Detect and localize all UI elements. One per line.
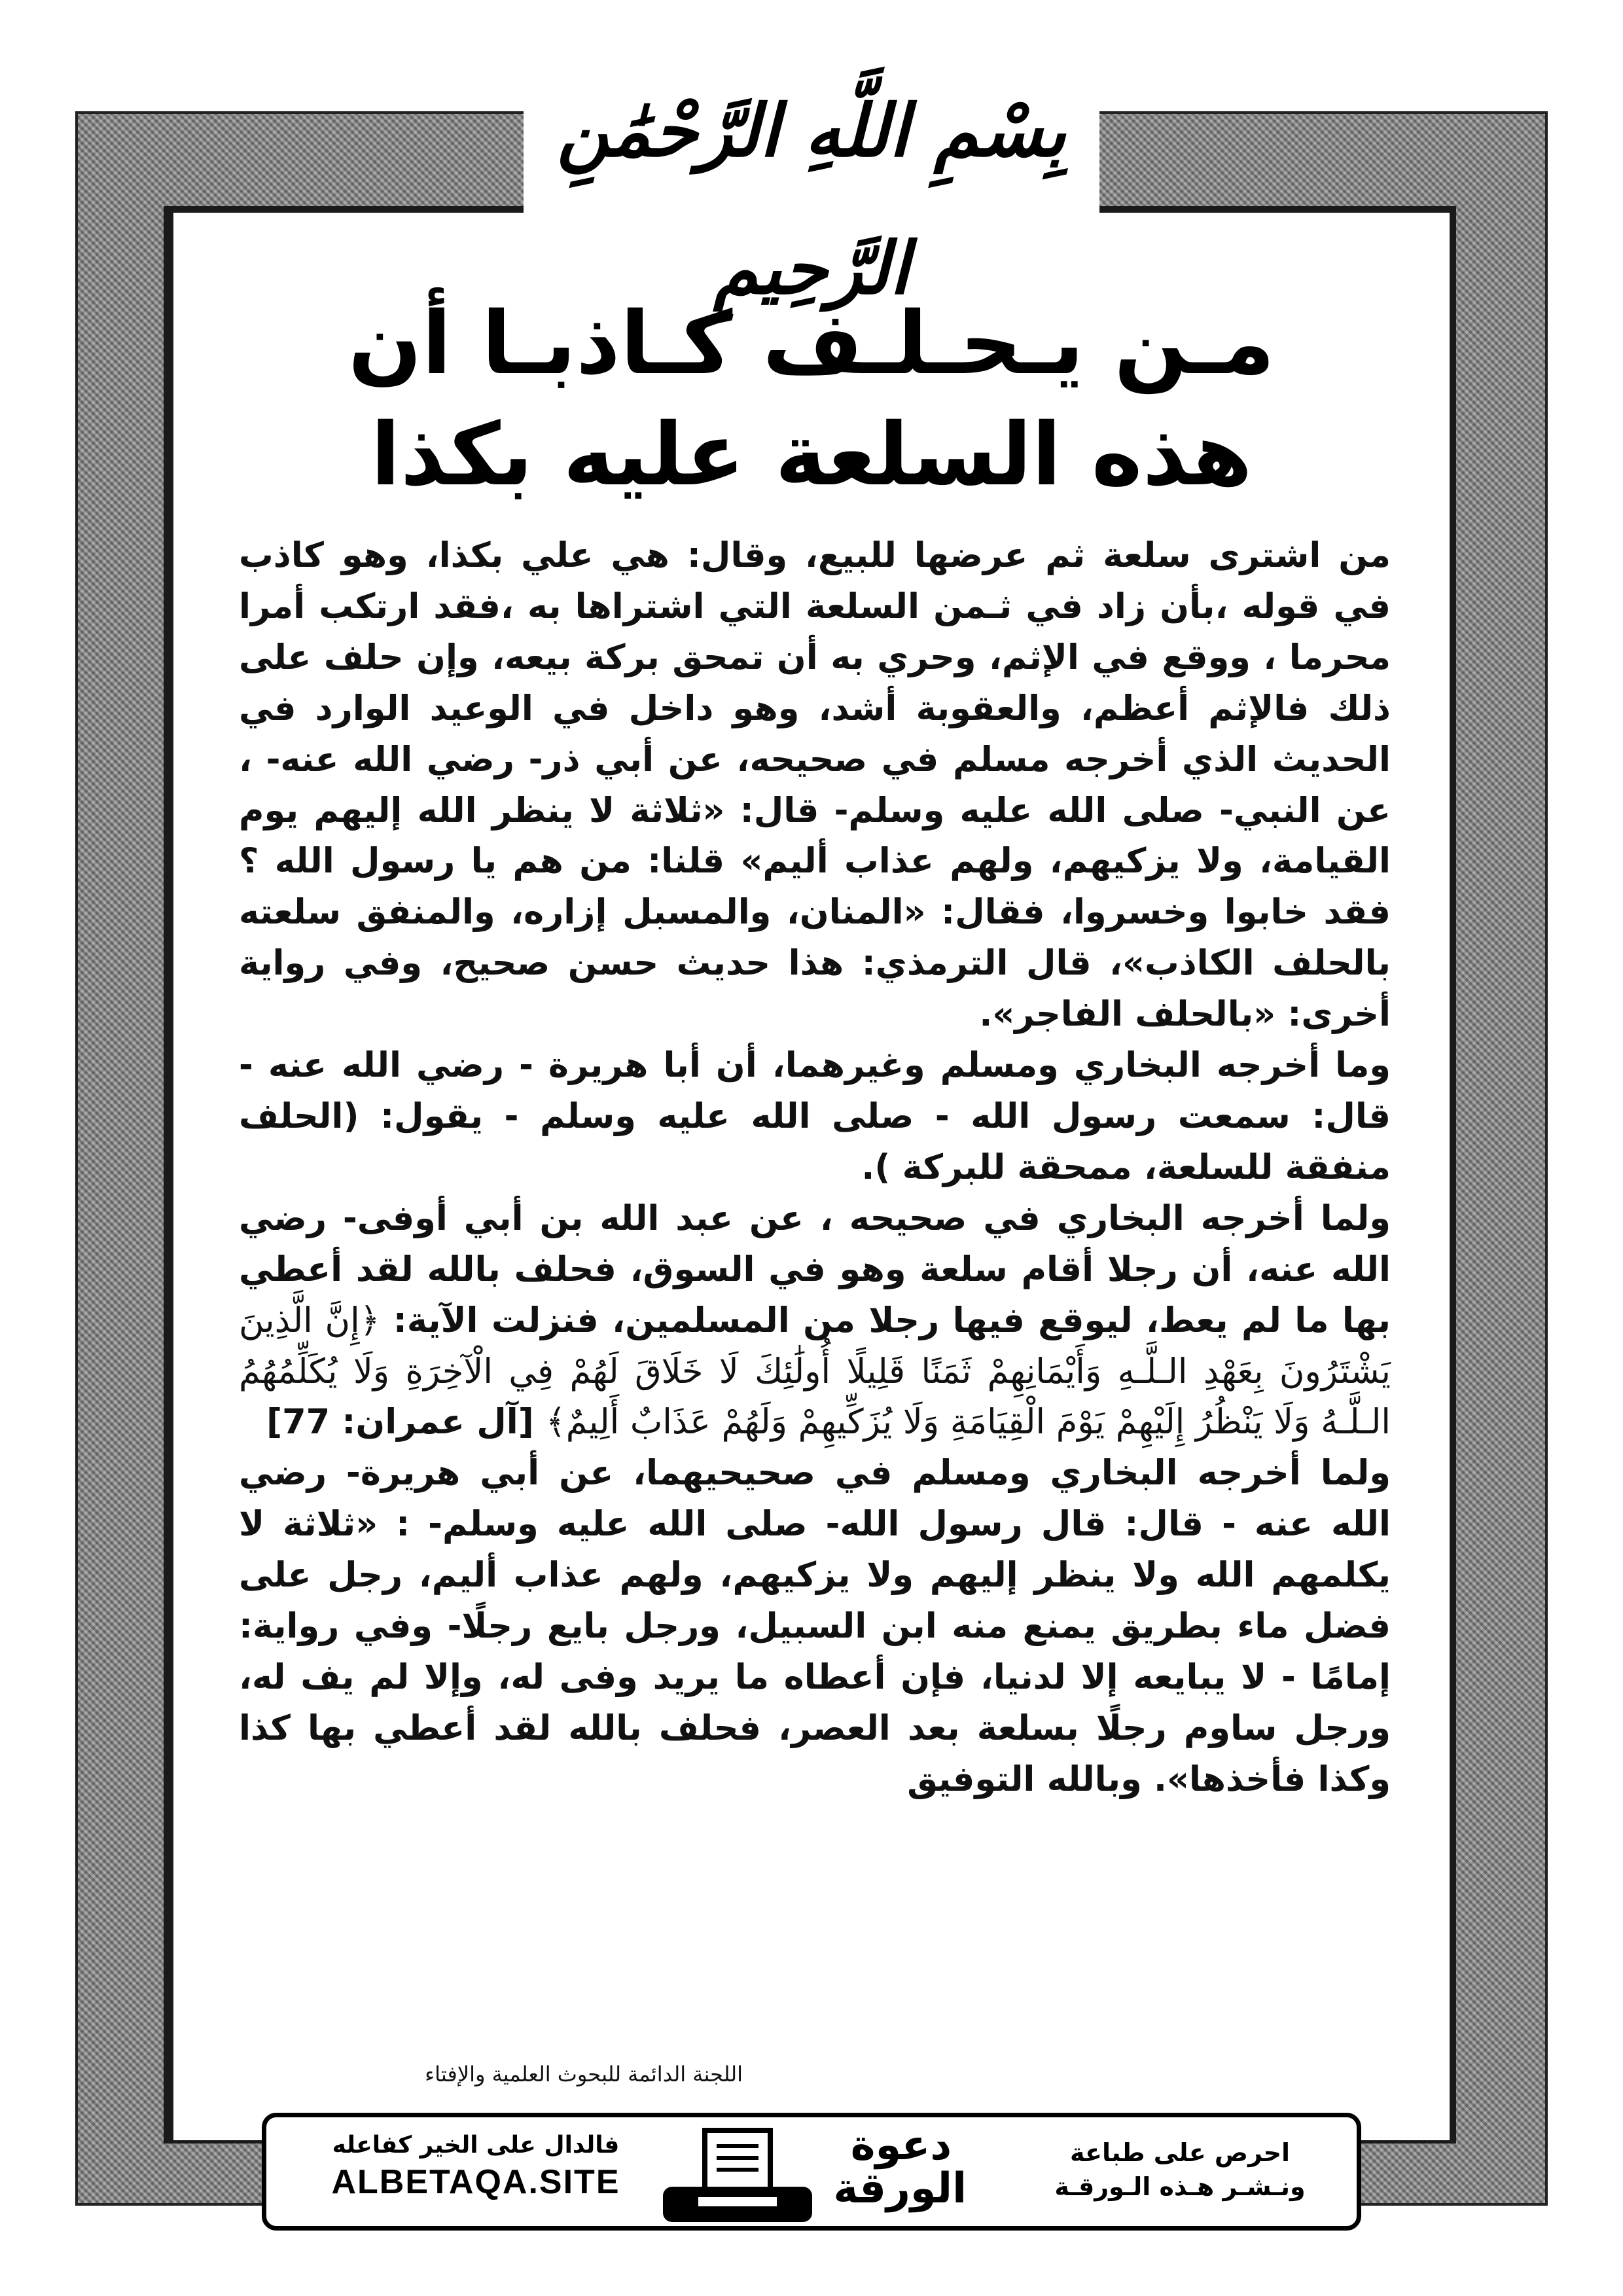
paragraph-3 — [239, 1193, 1391, 1448]
quran-verse: ﴿إِنَّ الَّذِينَ يَشْتَرُونَ بِعَهْدِ الـلَّـهِ وَأَيْمَانِهِمْ ثَمَنًا قَلِيلًا أُولَٰئِكَ لَا خَلَاقَ لَهُمْ فِي الْآخِرَةِ وَلَا يُكَلِّمُهُمُ الـلَّـهُ وَلَا يَنْظُرُ إِلَيْهِمْ يَوْمَ الْقِيَامَةِ وَلَا يُزَكِّيهِمْ وَلَهُمْ عَذَابٌ أَلِيمٌ﴾ — [239, 1300, 1391, 1443]
footer-right — [1029, 2136, 1330, 2204]
paragraph-3-text: ولما أخرجه البخاري في صحيحه ، عن عبد الله بن أبي أوفى- رضي الله عنه، أن رجلا أقام سلعة وهو في السوق، فحلف بالله لقد أعطي بها ما لم يعط، ليوقع فيها رجلا من المسلمين، فنزلت الآية: — [239, 1198, 1391, 1340]
footer-site-link[interactable]: ALBETAQA.SITE — [331, 2163, 620, 2201]
printer-icon — [659, 2126, 816, 2225]
title-line-2: هذه السلعة عليه بكذا — [370, 404, 1253, 505]
footer-banner — [262, 2113, 1361, 2231]
logo-line-2: الورقة — [833, 2164, 967, 2213]
basmala-calligraphy: بِسْمِ اللَّهِ الرَّحْمَٰنِ الرَّحِيمِ — [556, 88, 1067, 310]
verse-reference: [آل عمران: 77] — [266, 1402, 534, 1443]
paragraph-2: وما أخرجه البخاري ومسلم وغيرهما، أن أبا هريرة - رضي الله عنه - قال: سمعت رسول الله - صلى الله عليه وسلم - يقول: (الحلف منفقة للسلعة، ممحقة للبركة ). — [239, 1045, 1391, 1187]
footer-cta-line-2: ونـشـر هـذه الـورقـة — [1054, 2172, 1306, 2201]
title-line-1: مـن يـحـلـف كـاذبـا أن — [348, 293, 1275, 394]
signature: اللجنة الدائمة للبحوث العلمية والإفتاء — [425, 2062, 743, 2087]
footer-slogan: فالدال على الخير كفاعله — [332, 2132, 620, 2159]
dawah-logo — [833, 2121, 967, 2222]
page-title — [173, 288, 1450, 511]
paragraph-1: من اشترى سلعة ثم عرضها للبيع، وقال: هي علي بكذا، وهو كاذب في قوله ،بأن زاد في ثـمن السلعة التي اشتراها به ،فقد ارتكب أمرا محرما ، ووقع في الإثم، وحري به أن تمحق بركة بيعه، وإن حلف على ذلك فالإثم أعظم، والعقوبة أشد، وهو داخل في الوعيد الوارد في الحديث الذي أخرجه مسلم في صحيحه، عن أبي ذر- رضي الله عنه- ، عن النبي- صلى الله عليه وسلم- قال: «ثلاثة لا ينظر الله إليهم يوم القيامة، ولا يزكيهم، ولهم عذاب أليم» قلنا: من هم يا رسول الله ؟ فقد خابوا وخسروا، فقال: «المنان، والمسبل إزاره، والمنفق سلعته بالحلف الكاذب»، قال الترمذي: هذا حديث حسن صحيح، وفي رواية أخرى: «بالحلف الفاجر». — [239, 535, 1391, 1035]
logo-line-1: دعوة — [850, 2121, 952, 2170]
footer-cta-line-1: احرص على طباعة — [1069, 2138, 1291, 2167]
article-body — [239, 530, 1391, 1805]
paragraph-4: ولما أخرجه البخاري ومسلم في صحيحيهما، عن أبي هريرة- رضي الله عنه - قال: قال رسول الله- صلى الله عليه وسلم- : «ثلاثة لا يكلمهم الله ولا ينظر إليهم ولا يزكيهم، ولهم عذاب أليم، رجل على فضل ماء بطريق يمنع منه ابن السبيل، ورجل بايع رجلًا- وفي رواية: إمامًا - لا يبايعه إلا لدنيا، فإن أعطاه ما يريد وفى له، وإلا لم يف له، ورجل ساوم رجلًا بسلعة بعد العصر، فحلف بالله لقد أعطي بها كذا وكذا فأخذها». وبالله التوفيق — [239, 1453, 1391, 1799]
footer-left — [293, 2132, 659, 2202]
